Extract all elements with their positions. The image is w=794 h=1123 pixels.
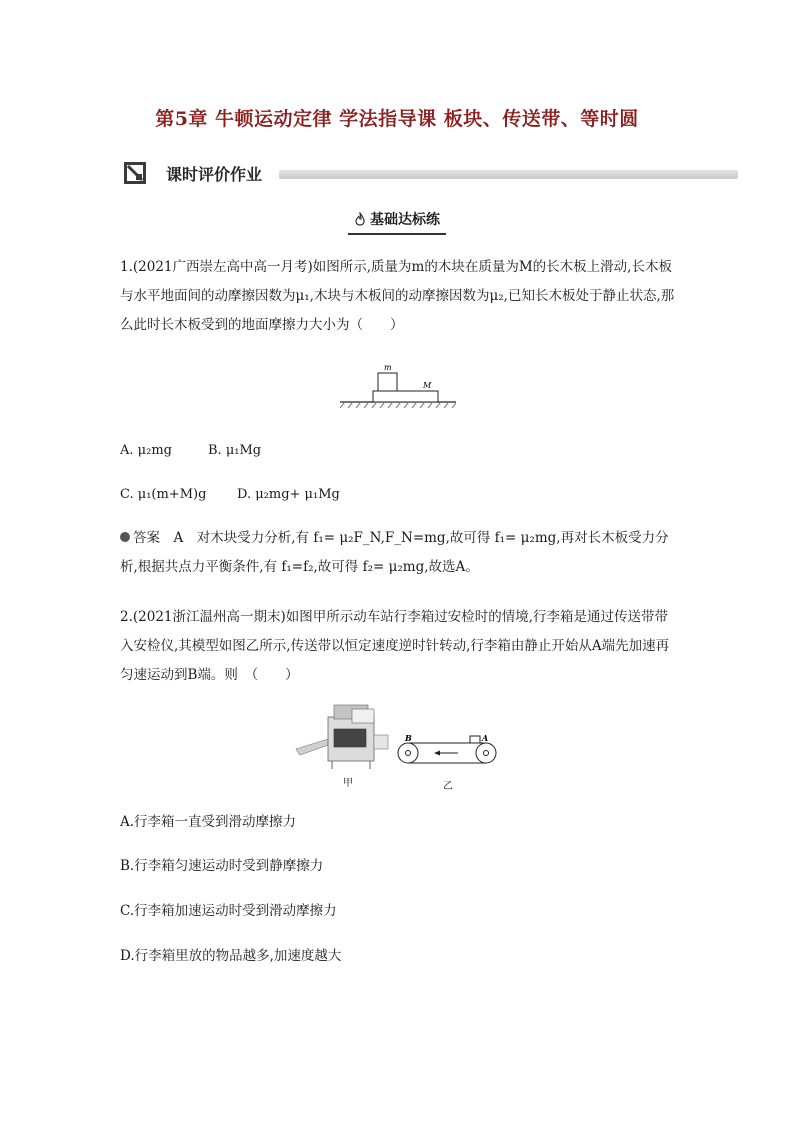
q2-option-a: A.行李箱一直受到滑动摩擦力 [120, 814, 297, 830]
point-a-label: A [482, 733, 489, 743]
conveyor-belt-figure [396, 730, 500, 770]
answer-dot-icon [120, 532, 130, 542]
q1-option-c: C. μ₁(m+M)g [120, 487, 207, 502]
q1-answer [120, 524, 680, 582]
point-b-label: B [405, 733, 412, 743]
section-heading [0, 209, 794, 235]
q1-option-a: A. μ₂mg [120, 443, 172, 458]
corner-arrow-icon [124, 162, 146, 184]
banner-bar [279, 170, 738, 179]
q1-answer-text: 答案 A 对木块受力分析,有 f₁= μ₂F_N,F_N=mg,故可得 f₁= μ₂mg,再对长木板受力分析,根据共点力平衡条件,有 f₁=f₂,故可得 f₂= μ₂mg,故选A。 [120, 530, 669, 575]
question-2-text: 2.(2021浙江温州高一期末)如图甲所示动车站行李箱过安检时的情境,行李箱是通过传送带带入安检仪,其模型如图乙所示,传送带以恒定速度逆时针转动,行李箱由静止开始从A端先加速再匀速运动到B端。则 （ ） [120, 609, 670, 683]
q2-option-b: B.行李箱匀速运动时受到静摩擦力 [120, 858, 324, 874]
section-label: 基础达标练 [370, 212, 440, 228]
mass-m-label: m [384, 363, 392, 372]
question-1-text: 1.(2021广西崇左高中高一月考)如图所示,质量为m的木块在质量为M的长木板上滑动,长木板与水平地面间的动摩擦因数为μ₁,木块与木板间的动摩擦因数为μ₂,已知长木板处于静止状态,那么此时长木板受到的地面摩擦力大小为（ ） [120, 259, 675, 333]
mass-M-label: M [423, 381, 432, 390]
page-title: 第5章 牛顿运动定律 学法指导课 板块、传送带、等时圆 [155, 108, 639, 130]
figure-caption-yi: 乙 [443, 781, 453, 792]
flame-icon [354, 212, 366, 226]
homework-banner [124, 160, 738, 186]
security-scanner-figure [294, 699, 390, 771]
q2-option-c: C.行李箱加速运动时受到滑动摩擦力 [120, 903, 337, 919]
block-on-board-figure [340, 362, 456, 410]
q1-option-d: D. μ₂mg+ μ₁Mg [237, 487, 340, 502]
q1-option-b: B. μ₁Mg [208, 443, 262, 458]
q2-option-d: D.行李箱里放的物品越多,加速度越大 [120, 948, 342, 964]
banner-label: 课时评价作业 [166, 165, 263, 184]
figure-caption-jia: 甲 [343, 778, 353, 789]
